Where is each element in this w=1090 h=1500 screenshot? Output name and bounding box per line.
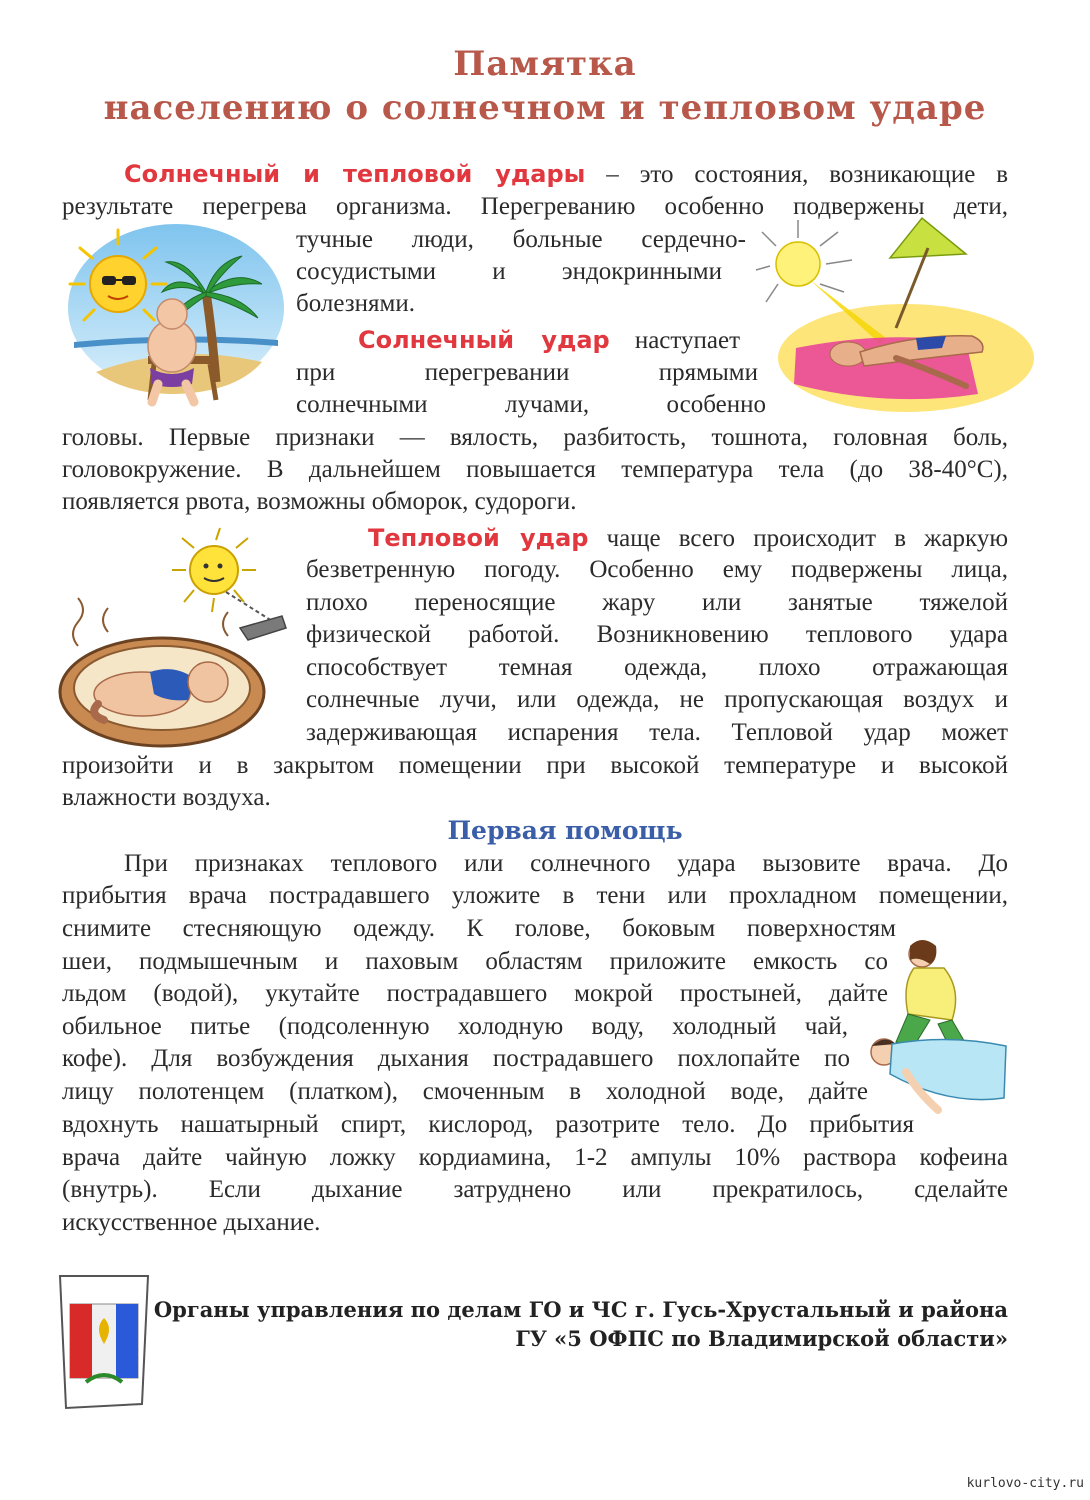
first-aid-line-6: обильное питье (подсоленную холодную воду, холодный чай,: [62, 1013, 848, 1040]
emblem-seal: [56, 1272, 152, 1412]
heatstroke-line-3: плохо переносящие жару или занятые тяжелой: [306, 589, 1008, 616]
heatstroke-line-7: задерживающая испарения тела. Тепловой удар может: [306, 719, 1008, 746]
sunbather-umbrella-illustration: [756, 218, 1034, 414]
page-title-line1: Памятка: [453, 44, 637, 84]
footer-line-2: ГУ «5 ОФПС по Владимирской области»: [515, 1326, 1008, 1351]
sunstroke-line-6: появляется рвота, возможны обморок, судороги.: [62, 488, 577, 515]
first-aid-heading: Первая помощь: [447, 816, 683, 845]
sunstroke-line-4: головы. Первые признаки — вялость, разбитость, тошнота, головная боль,: [62, 424, 1008, 451]
watermark-url: kurlovo-city.ru: [966, 1476, 1084, 1491]
first-aid-illustration: [858, 934, 1008, 1122]
first-aid-line-2: прибытия врача пострадавшего уложите в тени или прохладном помещении,: [62, 882, 1008, 909]
first-aid-line-9: вдохнуть нашатырный спирт, кислород, разотрите тело. До прибытия: [62, 1111, 914, 1138]
first-aid-line-7: кофе). Для возбуждения дыхания пострадавшего похлопайте по: [62, 1045, 850, 1072]
first-aid-line-1: При признаках теплового или солнечного удара вызовите врача. До: [124, 850, 1008, 877]
first-aid-line-12: искусственное дыхание.: [62, 1209, 321, 1236]
sunstroke-term: Солнечный удар: [358, 326, 610, 354]
first-aid-line-8: лицу полотенцем (платком), смоченным в холодной воде, дайте: [62, 1078, 868, 1105]
intro-term: Солнечный и тепловой удары: [124, 160, 586, 188]
heatstroke-line-2: безветренную погоду. Особенно ему подвержены лица,: [306, 556, 1008, 583]
sunstroke-line-3: солнечными лучами, особенно: [296, 391, 766, 418]
sunstroke-line-1: Солнечный удар наступает: [358, 326, 740, 354]
first-aid-line-11: (внутрь). Если дыхание затруднено или прекратилось, сделайте: [62, 1176, 1008, 1203]
heatstroke-line-6: солнечные лучи, или одежда, не пропускающая воздух и: [306, 686, 1008, 713]
heatstroke-line-4: физической работой. Возникновению теплового удара: [306, 621, 1008, 648]
page-title-line2: населению о солнечном и тепловом ударе: [103, 88, 987, 128]
first-aid-line-3: снимите стесняющую одежду. К голове, боковым поверхностям: [62, 915, 896, 942]
heatstroke-term: Тепловой удар: [368, 524, 589, 552]
heatstroke-line-9: влажности воздуха.: [62, 784, 271, 811]
intro-line-3: тучные люди, больные сердечно-: [296, 226, 746, 253]
first-aid-line-10: врача дайте чайную ложку кордиамина, 1-2 ампулы 10% раствора кофеина: [62, 1144, 1008, 1171]
heatstroke-line-5: способствует темная одежда, плохо отражающая: [306, 654, 1008, 681]
footer-line-1: Органы управления по делам ГО и ЧС г. Гусь-Хрустальный и района: [153, 1297, 1008, 1322]
heatstroke-pan-illustration: [58, 528, 296, 754]
intro-line-2: результате перегрева организма. Перегреванию особенно подвержены дети,: [62, 193, 1008, 220]
heatstroke-line-8: произойти и в закрытом помещении при высокой температуре и высокой: [62, 752, 1008, 779]
sunstroke-line-5: головокружение. В дальнейшем повышается температура тела (до 38-40°С),: [62, 456, 1008, 483]
first-aid-line-4: шеи, подмышечным и паховым областям приложите емкость со: [62, 948, 888, 975]
sunstroke-line-2: при перегревании прямыми: [296, 359, 758, 386]
first-aid-line-5: льдом (водой), укутайте пострадавшего мокрой простыней, дайте: [62, 980, 888, 1007]
intro-line-1: Солнечный и тепловой удары – это состояния, возникающие в: [124, 160, 1008, 188]
heatstroke-line-1: Тепловой удар чаще всего происходит в жаркую: [368, 524, 1009, 552]
intro-line-4: сосудистыми и эндокринными: [296, 258, 722, 285]
beach-palm-illustration: [66, 222, 288, 418]
intro-line-5: болезнями.: [296, 290, 415, 317]
